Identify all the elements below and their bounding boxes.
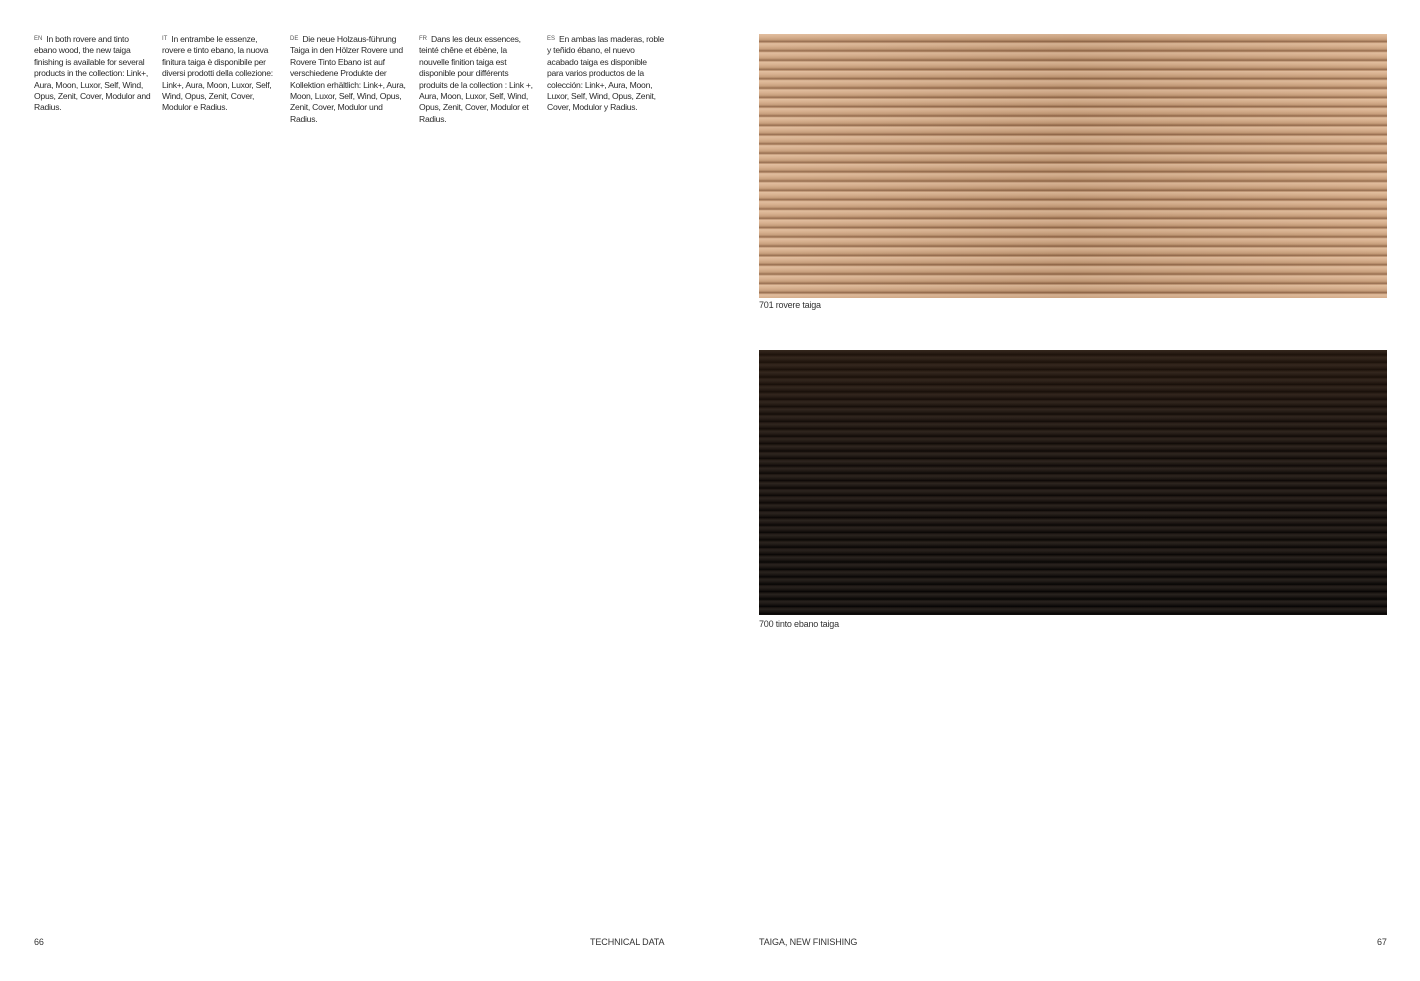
lang-label-fr: FR (419, 36, 427, 42)
left-running-title: TECHNICAL DATA (590, 937, 665, 947)
text-column-en (34, 34, 152, 114)
body-text-it: In entrambe le essenze, rovere e tinto ebano, la nuova finitura taiga è disponibile per diversi prodotti della collezione: Link+, Aura, Moon, Luxor, Self, Wind, Opus, Zenit, Cover, Modulor e Radius. (162, 34, 273, 113)
right-page-number: 67 (1377, 937, 1387, 947)
lang-label-de: DE (290, 36, 299, 42)
left-page-number: 66 (34, 937, 44, 947)
lang-label-it: IT (162, 36, 168, 42)
rovere-taiga-swatch-image (759, 34, 1387, 298)
right-running-title: TAIGA, NEW FINISHING (759, 937, 858, 947)
body-text-en: In both rovere and tinto ebano wood, the new taiga finishing is available for several products in the collection: Link+, Aura, Moon, Luxor, Self, Wind, Opus, Zenit, Cover, Modulor and Radius. (34, 34, 151, 113)
lang-label-en: EN (34, 36, 43, 42)
body-text-de: Die neue Holzaus-führung Taiga in den Hölzer Rovere und Rovere Tinto Ebano ist auf verschiedene Produkte der Kollektion erhältlich: Link+, Aura, Moon, Luxor, Self, Wind, Opus, Zenit, Cover, Modulor und Radius. (290, 34, 406, 124)
tinto-ebano-taiga-swatch-image (759, 350, 1387, 615)
text-column-it (162, 34, 280, 114)
tinto-ebano-taiga-caption: 700 tinto ebano taiga (759, 619, 839, 629)
body-text-es: En ambas las maderas, roble y teñido ébano, el nuevo acabado taiga es disponible para varios productos de la colección: Link+, Aura, Moon, Luxor, Self, Wind, Opus, Zenit, Cover, Modulor y Radius. (547, 34, 665, 113)
text-column-de (290, 34, 408, 125)
body-text-fr: Dans les deux essences, teinté chêne et ébène, la nouvelle finition taiga est disponible pour différents produits de la collection : Link +, Aura, Moon, Luxor, Self, Wind, Opus, Zenit, Cover, Modulor et Radius. (419, 34, 533, 124)
text-column-es (547, 34, 665, 114)
rovere-taiga-caption: 701 rovere taiga (759, 300, 821, 310)
text-column-fr (419, 34, 537, 125)
lang-label-es: ES (547, 36, 556, 42)
